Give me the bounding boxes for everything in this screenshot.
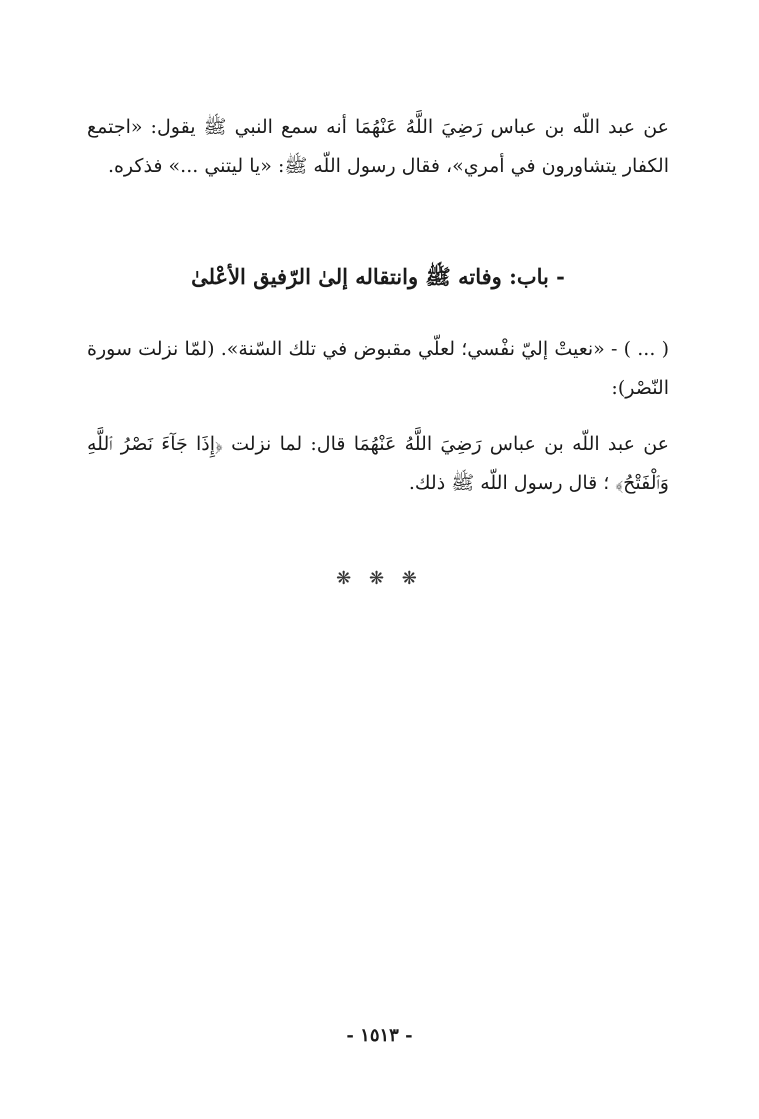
chapter-heading: - باب: وفاته ﷺ وانتقاله إلىٰ الرّفيق الأعْلىٰ: [191, 264, 565, 289]
page-number: - ١٥١٣ -: [346, 1025, 413, 1046]
hadith-paragraph-1: عن عبد اللّه بن عباس رَضِيَ اللَّهُ عَنْهُمَا أنه سمع النبي ﷺ يقول: «اجتمع الكفار يتشاورون في أمري»، فقال رسول اللّه ﷺ: «يا ليتني ...» فذكره.: [87, 116, 669, 177]
hadith-paragraph-2: ( ... ) - «نعيتْ إليّ نفْسي؛ لعلّي مقبوض في تلك السّنة». (لمّا نزلت سورة النّصْر):: [87, 338, 669, 399]
section-separator: ❋ ❋ ❋: [336, 568, 423, 589]
hadith-paragraph-3: عن عبد اللّه بن عباس رَضِيَ اللَّهُ عَنْهُمَا قال: لما نزلت ﴿إِذَا جَآءَ نَصْرُ ٱللَّهِ وَٱلْفَتْحُ﴾ ؛ قال رسول اللّه ﷺ ذلك.: [87, 433, 669, 494]
